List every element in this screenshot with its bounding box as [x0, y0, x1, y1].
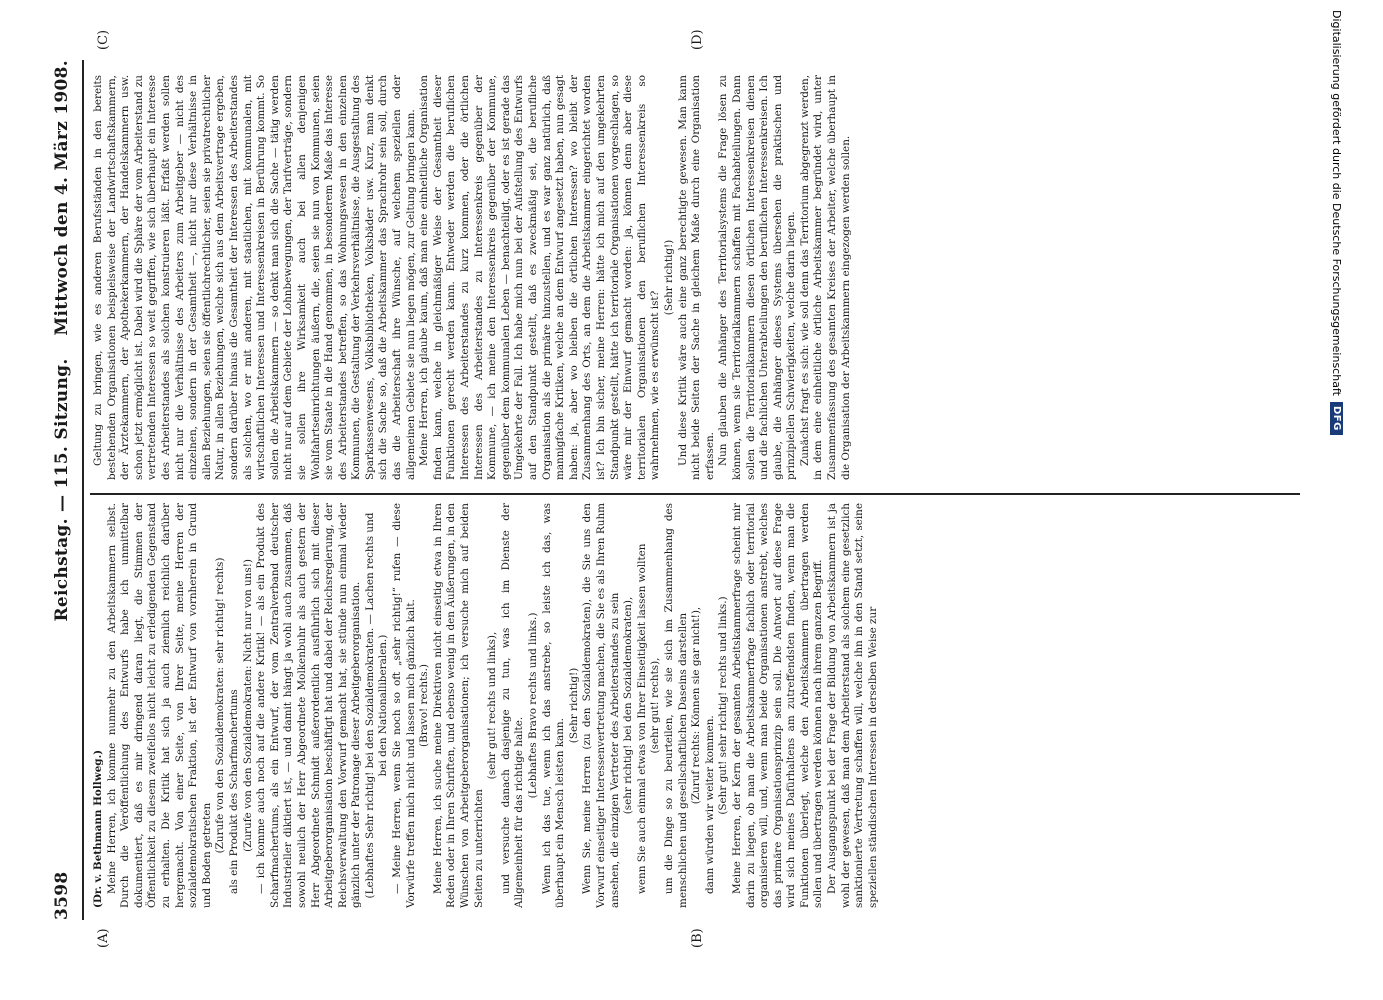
paragraph: Wenn ich das tue, wenn ich das anstrebe, so leiste ich das, was überhaupt ein Mensch leisten kann.: [540, 503, 567, 908]
paragraph: Zunächst fragt es sich: wie soll denn das Territorium abgegrenzt werden, in dem eine einheitliche örtliche Arbeitskammer begründet wird, unter Zusammenfassung des gesamten Kreises der Arbeiter, welche überhaupt in die Organisation der Arbeitskammern eingezogen werden sollen.: [798, 75, 852, 480]
paragraph: Meine Herren, ich glaube kaum, daß man eine einheitliche Organisation finden kann, welche in gleichmäßiger Weise der Gesamtheit dieser Funktionen gerecht werden kann. Entweder werden die beruflichen Interessen des Arbeiterstandes zu kurz kommen, oder die örtlichen Interessen des Arbeiterstandes zu Interessenkreis gegenüber der Kommune, — ich meine den Interessenkreis gegenüber der Kommune, gegenüber dem kommunalen Leben — benachteiligt, oder es ist gerade das Umgekehrte der Fall. Ich habe mich nun bei der Aufstellung des Entwurfs auf den Standpunkt gestellt, daß es zweckmäßig sei, die berufliche Organisation als die primäre hinzustellen, und es war ganz natürlich, daß mannigfache Kritiken, welche an dem Entwurf angesetzt haben, nun gesagt haben: ja, aber wo bleiben die örtlichen Interessen? wo bleibt der Zusammenhang des Orts, an dem die Arbeitskammer eingerichtet worden ist? Ich bin sicher, meine Herren: hätte ich mich auf den umgekehrten Standpunkt gestellt, hätte ich territoriale Organisationen vorgeschlagen, so wäre mir der Einwurf gemacht worden: ja, können denn aber diese territorialen Organisationen den beruflichen Interessenkreis so wahrnehmen, wie es erwünscht ist?: [418, 75, 662, 480]
interjection-line: (sehr richtig! bei den Sozialdemokraten),: [622, 596, 635, 815]
margin-mark-b: (B): [690, 928, 705, 948]
interjection-line: (Bravo! rechts.): [418, 664, 431, 747]
paragraph: Der Ausgangspunkt bei der Frage der Bildung von Arbeitskammern ist ja wohl der gewesen, daß man dem Arbeiterstand als solchem eine gesetzlich sanktionierte Vertretung schaffen will, welche ihn in den Stand setzt, seine speziellen ständischen Interessen in derselben Weise zur: [826, 503, 879, 908]
paragraph: — ich komme auch noch auf die andere Kritik! — als ein Produkt des Scharfmachertums, als ein Entwurf, der vom Zentralverband deutscher Industrieller diktiert ist, — und damit hängt ja wohl auch zusammen, daß sowohl neulich der Herr Abgeordnete Molkenbuhr als auch gestern der Herr Abgeordnete Schmidt außerordentlich ausführlich sich mit dieser Arbeitgeberorganisation beschäftigt hat und dabei der Reichsregierung, der Reichsverwaltung den Vorwurf gemacht hat, sie stünde nun einmal wieder gänzlich unter der Patronage dieser Arbeitgeberorganisation.: [255, 503, 363, 908]
left-text-column: [92, 503, 1297, 908]
column-divider: [90, 494, 1300, 496]
interjection-line: (sehr gut! rechts),: [649, 657, 662, 754]
paragraph: Und diese Kritik wäre auch eine ganz berechtigte gewesen. Man kann nicht beide Seiten der Sache in gleichem Maße durch eine Organisation erfassen.: [676, 75, 716, 480]
interjection-line: (sehr gut! rechts und links),: [486, 631, 499, 780]
dfg-logo: DFG: [1331, 402, 1344, 435]
interjection-line: (Zurufe von den Sozialdemokraten: Nicht nur von uns!): [241, 559, 254, 852]
session-date: Mittwoch den 4. März 1908.: [52, 60, 72, 336]
paragraph: dann würden wir weiter kommen.: [703, 715, 716, 894]
session-title: Reichstag. — 115. Sitzung.: [52, 358, 72, 622]
interjection-line: (Sehr richtig!): [567, 667, 580, 744]
margin-mark-a: (A): [96, 928, 111, 948]
header-rule: [82, 60, 84, 920]
paragraph: als ein Produkt des Scharfmachertums: [227, 689, 240, 894]
interjection-line: (Sehr gut! sehr richtig! rechts und links.): [717, 596, 730, 815]
paragraph: um die Dinge so zu beurteilen, wie sie sich im Zusammenhang des menschlichen und gesellschaftlichen Daseins darstellen: [662, 503, 689, 908]
speaker-line: (Dr. v. Bethmann Hollweg.): [92, 749, 104, 908]
paragraph: Nun glauben die Anhänger des Territorialsystems die Frage lösen zu können, wenn sie Territorialkammern schaffen mit Fachabteilungen. Dann sollen die Territorialkammern diesen örtlichen Interessenkreisen dienen und die fachlichen Unterabteilungen den beruflichen Interessenkreisen. Ich glaube, die Anhänger dieses Systems übersehen die praktischen und prinzipiellen Schwierigkeiten, welche darin liegen.: [717, 75, 798, 480]
interjection-line: (Zurufe von den Sozialdemokraten: sehr richtig! rechts): [214, 557, 227, 854]
interjection-line: (Zuruf rechts: Können sie gar nicht!),: [690, 606, 703, 805]
page-number: 3598: [52, 871, 72, 920]
paragraph: und versuche danach dasjenige zu tun, was ich im Dienste der Allgemeinheit für das richtige halte.: [499, 503, 526, 908]
paragraph: Wenn Sie, meine Herren (zu den Sozialdemokraten), die Sie uns den Vorwurf einseitiger Interessenvertretung machen, die Sie es als Ihren Ruhm ansehen, die einzigen Vertreter des Arbeiterstandes zu sein: [581, 503, 621, 908]
interjection-line: (Lebhaftes Bravo rechts und links.): [527, 612, 539, 799]
paragraph: Meine Herren, ich komme nunmehr zu den Arbeitskammern selbst. Durch die Veröffentlichung des Entwurfs habe ich unmittelbar dokumentiert, daß es mir dringend daran liegt, die Stimmen der Öffentlichkeit zu diesem zweifellos nicht leicht zu erledigenden Gegenstand zu erhalten. Die Kritik hat sich ja auch ziemlich reichlich darüber hergemacht. Von einer Seite, von Ihrer Seite, meine Herren der sozialdemokratischen Fraktion, ist der Entwurf von vornherein in Grund und Boden getreten: [105, 503, 213, 908]
paragraph: wenn Sie auch einmal etwas von Ihrer Einseitigkeit lassen wollten: [635, 543, 648, 894]
interjection-line: (Lebhaftes Sehr richtig! bei den Sozialdemokraten. — Lachen rechts und bei den Nationalliberalen.): [363, 512, 390, 899]
margin-mark-d: (D): [690, 29, 705, 50]
paragraph: Meine Herren, ich suche meine Direktiven nicht einseitig etwa in Ihren Reden oder in Ihren Schriften, und ebenso wenig in den Äußerungen, in den Wünschen von Arbeitgeberorganisationen; ich versuche mich auf beiden Seiten zu unterrichten: [431, 503, 485, 908]
digitization-strip: [1329, 10, 1345, 990]
right-text-column: [92, 75, 1297, 480]
paragraph: — Meine Herren, wenn Sie noch so oft „sehr richtig!“ rufen — diese Vorwürfe treffen mich nicht und lassen mich gänzlich kalt.: [391, 503, 417, 908]
digitization-note: Digitalisierung gefördert durch die Deutsche Forschungsgemeinschaft: [1330, 10, 1344, 396]
page-header: [52, 60, 78, 920]
paragraph: Meine Herren, der Kern der gesamten Arbeitskammerfrage scheint mir darin zu liegen, ob man die Arbeitskammerfrage fachlich oder territorial organisieren will, und, wenn man beide Organisationen anstrebt, welches das primäre Organisationsprinzip sein soll. Die Antwort auf diese Frage wird sich meines Dafürhaltens am zutreffendsten finden, wenn man die Funktionen überlegt, welche den Arbeitskammern übertragen werden sollen und übertragen werden können nach ihrem ganzen Begriff.: [730, 503, 825, 908]
margin-mark-c: (C): [96, 29, 111, 50]
interjection-line: (Sehr richtig!): [662, 239, 675, 316]
paragraph: Geltung zu bringen, wie es anderen Berufsständen in den bereits bestehenden Organisationen beispielsweise der Landwirtschaftskammern, der Ärztekammern, der Apothekerkammern, der Handelskammern usw. schon jetzt ermöglicht ist. Dabei wird die Sphäre der vom Arbeiterstand zu vertretenden Interessen so weit gegriffen, wie sich überhaupt ein Interesse des Arbeiterstandes als solchen konstruieren läßt. Erfaßt werden sollen nicht nur die Verhältnisse des Arbeiters zum Arbeitgeber — nicht des einzelnen, sondern in der Gesamtheit —, nicht nur diese Verhältnisse in allen Beziehungen, seien sie öffentlichrechtlicher, seien sie privatrechtlicher Natur, in allen Beziehungen, welche sich aus dem Arbeitsvertrage ergeben, sondern darüber hinaus die Gesamtheit der Interessen des Arbeiterstandes als solchen, wo er mit anderen, mit staatlichen, mit kommunalen, mit wirtschaftlichen Interessen und Interessenkreisen in Berührung kommt. So sollen die Arbeitskammern — so denkt man sich die Sache — tätig werden nicht nur auf dem Gebiete der Lohnbewegungen, der Tarifverträge, sondern sie sollen ihre Wirksamkeit auch bei allen denjenigen Wohlfahrtseinrichtungen äußern, die, seien sie nun von Kommunen, seien sie vom Staate in die Hand genommen, in besonderem Maße das Interesse des Arbeiterstandes betreffen, so das Wohnungswesen in den einzelnen Kommunen, die Gestaltung der Verkehrsverhältnisse, die Ausgestaltung des Sparkassenwesens, Volksbibliotheken, Volksbäder usw. Kurz, man denkt sich die Sache so, daß die Arbeitskammer das Sprachrohr sein soll, durch das die Arbeiterschaft ihre Wünsche, auf welchem speziellen oder allgemeinen Gebiete sie nun liegen mögen, zur Geltung bringen kann.: [92, 75, 417, 480]
